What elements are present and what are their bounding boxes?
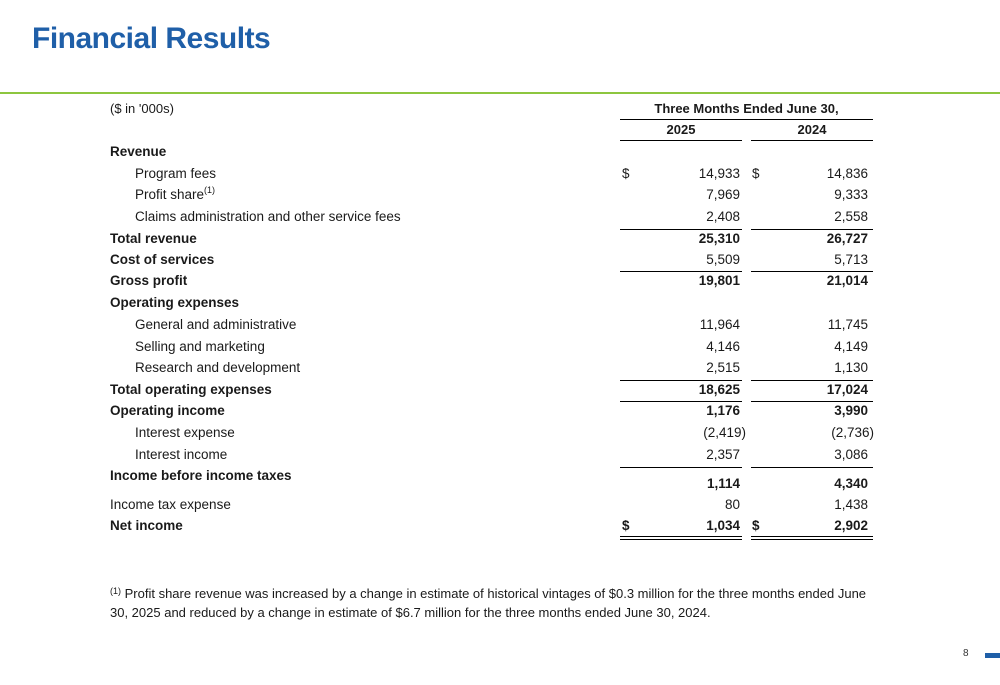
total-double-line	[620, 539, 742, 540]
table-row-operating-income	[0, 401, 1000, 421]
row-label: Profit share$^{(1)}$	[135, 185, 216, 202]
value-2024: 5,713	[834, 252, 868, 267]
value-2025: 19,801	[698, 273, 740, 288]
row-label: Total operating expenses	[110, 382, 272, 397]
page-title: Financial Results	[32, 22, 271, 55]
value-2024: 11,745	[827, 317, 868, 332]
value-2025: 2,515	[706, 360, 740, 375]
value-2024: 14,836	[826, 166, 868, 181]
currency-symbol: $	[752, 518, 760, 533]
table-row-profit-share	[0, 185, 1000, 205]
units-label: ($ in '000s)	[110, 101, 174, 116]
total-double-line	[620, 536, 742, 537]
value-2024: 2,902	[834, 518, 868, 533]
table-row-opex-heading	[0, 293, 1000, 313]
currency-symbol: $	[622, 166, 630, 181]
table-row-r-and-d	[0, 358, 1000, 378]
row-label: Income tax expense	[110, 497, 231, 512]
table-row-total-opex	[0, 380, 1000, 400]
row-label: Gross profit	[110, 273, 188, 288]
value-2025: 4,146	[706, 339, 740, 354]
row-label: Net income	[110, 518, 183, 533]
year-header-2024: 2024	[751, 122, 873, 141]
row-label: Program fees	[135, 166, 217, 181]
value-2025: 11,964	[699, 317, 740, 332]
period-header: Three Months Ended June 30,	[620, 101, 873, 120]
table-row-interest-income	[0, 445, 1000, 465]
value-2025: 1,034	[706, 518, 740, 533]
row-label: Research and development	[135, 360, 301, 375]
row-label: Revenue	[110, 144, 167, 159]
table-row-g-and-a	[0, 315, 1000, 335]
value-2025: 7,969	[706, 187, 740, 202]
total-double-line	[751, 539, 873, 540]
table-row-total-revenue	[0, 229, 1000, 249]
value-2024: 17,024	[826, 382, 868, 397]
table-row-net-income	[0, 516, 1000, 536]
value-2025: (2,419)	[703, 425, 746, 440]
value-2024: 2,558	[834, 209, 868, 224]
table-row-program-fees	[0, 164, 1000, 184]
year-header-2025: 2025	[620, 122, 742, 141]
value-2024: 4,340	[834, 476, 868, 491]
table-row-gross-profit	[0, 271, 1000, 291]
value-2025: 14,933	[698, 166, 740, 181]
row-label: Income before income taxes	[110, 468, 292, 483]
row-label: Interest expense	[135, 425, 235, 440]
page-number: 8	[963, 648, 969, 659]
row-label: Selling and marketing	[135, 339, 265, 354]
row-label: Operating expenses	[110, 295, 240, 310]
footnote-ref: (1)	[204, 185, 216, 195]
table-row-selling-marketing	[0, 337, 1000, 357]
footnote-marker: (1)	[110, 586, 121, 596]
table-row-cost-of-services	[0, 250, 1000, 270]
row-label: General and administrative	[135, 317, 297, 332]
value-2025: 25,310	[698, 231, 740, 246]
value-2025: 80	[724, 497, 740, 512]
value-2025: 1,114	[706, 476, 740, 491]
value-2024: 9,333	[834, 187, 868, 202]
page-marker-bar	[985, 653, 1000, 658]
value-2024: 3,990	[834, 403, 868, 418]
table-row-income-tax	[0, 495, 1000, 515]
value-2024: 21,014	[826, 273, 868, 288]
row-label: Cost of services	[110, 252, 215, 267]
table-row-claims-admin	[0, 207, 1000, 227]
table-row-revenue-heading	[0, 142, 1000, 162]
value-2025: 5,509	[706, 252, 740, 267]
value-2024: (2,736)	[831, 425, 874, 440]
row-label: Interest income	[135, 447, 228, 462]
value-2024: 26,727	[826, 231, 868, 246]
value-2025: 18,625	[698, 382, 740, 397]
table-row-income-before-taxes-values	[0, 474, 1000, 494]
row-label: Operating income	[110, 403, 225, 418]
value-2025: 2,357	[706, 447, 740, 462]
value-2025: 1,176	[706, 403, 740, 418]
currency-symbol: $	[622, 518, 630, 533]
footnote	[110, 584, 870, 622]
table-row-interest-expense	[0, 423, 1000, 443]
value-2024: 1,130	[834, 360, 868, 375]
value-2024: 3,086	[834, 447, 868, 462]
row-label: Total revenue	[110, 231, 197, 246]
row-label: Claims administration and other service fees	[135, 209, 401, 224]
currency-symbol: $	[752, 166, 760, 181]
value-2025: 2,408	[706, 209, 740, 224]
value-2024: 4,149	[834, 339, 868, 354]
value-2024: 1,438	[834, 497, 868, 512]
header-divider	[0, 92, 1000, 94]
total-double-line	[751, 536, 873, 537]
footnote-text: Profit share revenue was increased by a change in estimate of historical vintages of $0.3 million for the three months ended June 30, 2025 and reduced by a change in estimate of $6.7 million for the three months ended June 30, 2024.	[110, 586, 867, 620]
